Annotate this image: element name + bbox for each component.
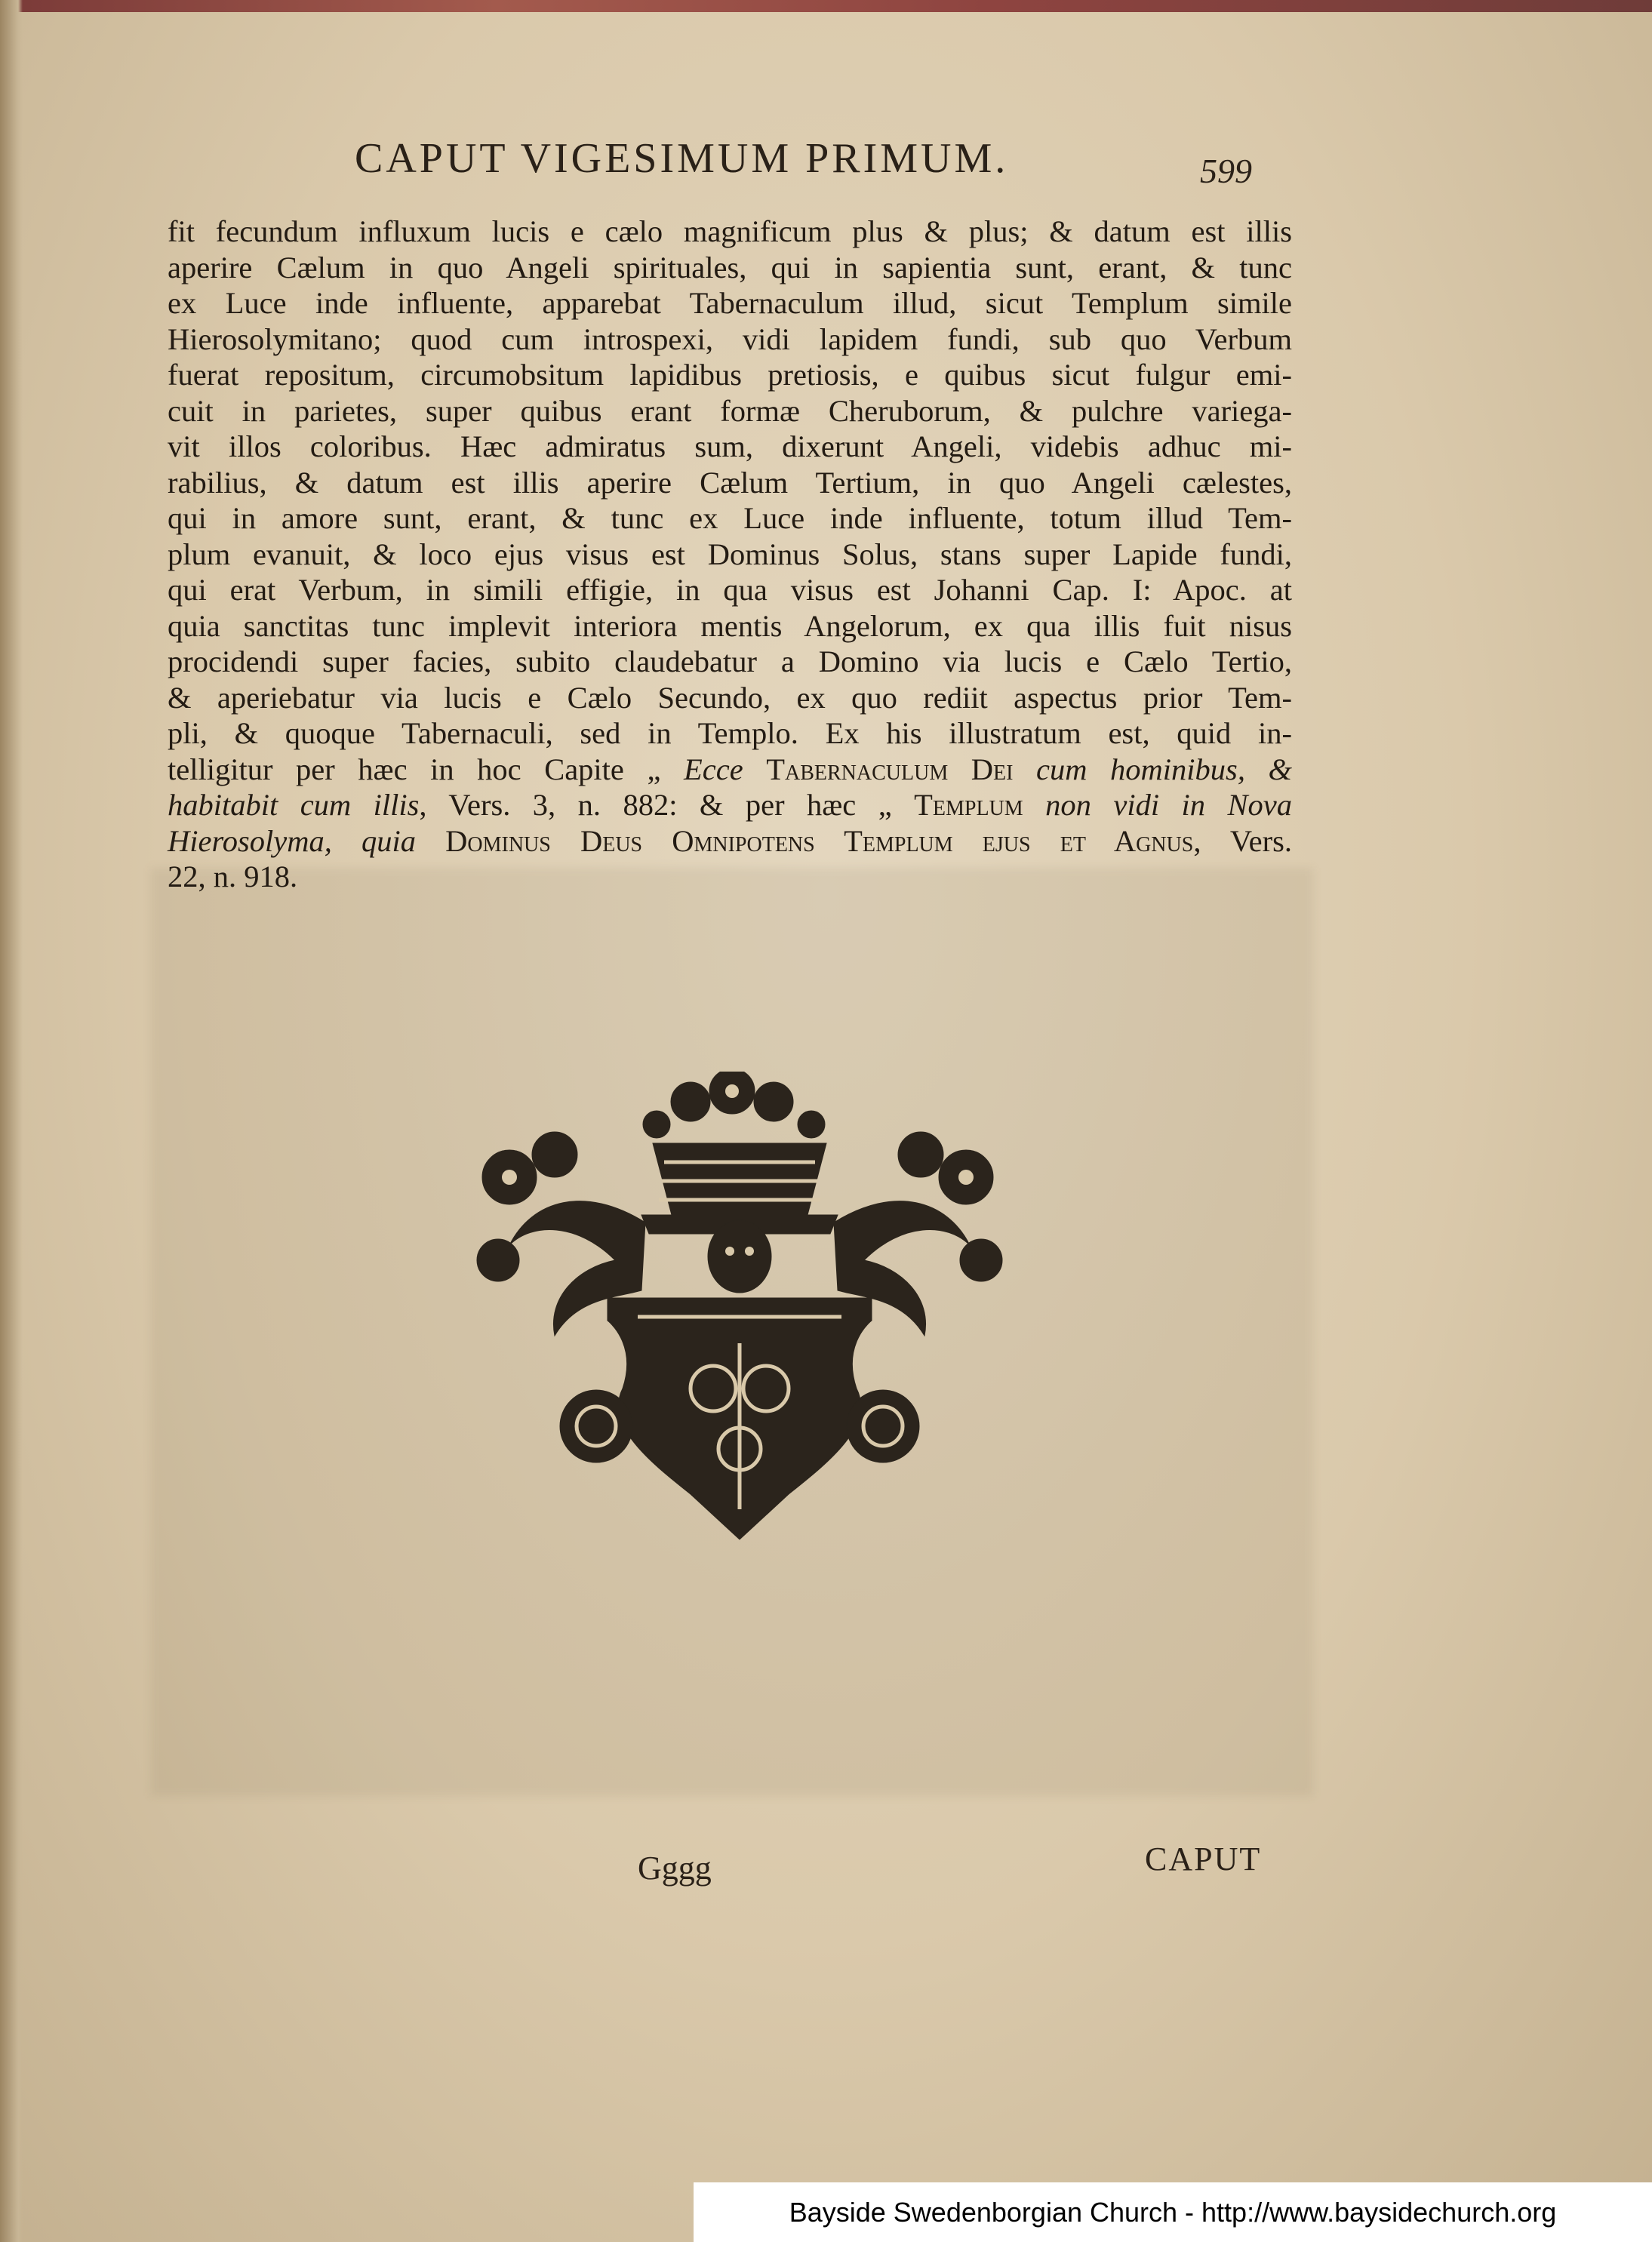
- text-line: [168, 214, 1292, 250]
- text-segment: telligitur per hæc in hoc Capite „: [168, 752, 684, 786]
- text-segment: cuit in parietes, super quibus erant formæ Cheruborum, & pulchre variega-: [168, 393, 1292, 428]
- text-line: [168, 250, 1292, 286]
- text-segment: Ecce: [684, 752, 767, 786]
- text-line: [168, 572, 1292, 608]
- text-line: [168, 644, 1292, 680]
- running-head: CAPUT VIGESIMUM PRIMUM.: [355, 135, 1009, 182]
- text-line: [168, 537, 1292, 573]
- text-segment: & aperiebatur via lucis e Cælo Secundo, ex quo rediit aspectus prior Tem-: [168, 680, 1292, 715]
- text-segment: pli, & quoque Tabernaculi, sed in Templo. Ex his illustratum est, quid in-: [168, 716, 1292, 750]
- text-segment: vit illos coloribus. Hæc admiratus sum, dixerunt Angeli, videbis adhuc mi-: [168, 429, 1292, 463]
- text-line: [168, 823, 1292, 860]
- text-line: [168, 752, 1292, 788]
- text-segment: habitabit cum illis: [168, 788, 420, 822]
- text-line: [168, 357, 1292, 393]
- text-segment: aperire Cælum in quo Angeli spirituales, qui in sapientia sunt, erant, & tunc: [168, 250, 1292, 284]
- text-segment: rabilius, & datum est illis aperire Cælum Tertium, in quo Angeli cælestes,: [168, 465, 1292, 500]
- text-line: [168, 429, 1292, 465]
- text-line: [168, 465, 1292, 501]
- text-line: [168, 680, 1292, 716]
- text-segment: plum evanuit, & loco ejus visus est Dominus Solus, stans super Lapide fundi,: [168, 537, 1292, 571]
- text-line: [168, 608, 1292, 644]
- text-line: [168, 285, 1292, 321]
- text-segment: quia sanctitas tunc implevit interiora mentis Angelorum, ex qua illis fuit nisus: [168, 608, 1292, 643]
- text-line: [168, 321, 1292, 358]
- crown-ornament: [464, 1072, 1015, 1555]
- text-line: [168, 500, 1292, 537]
- text-segment: non vidi in Nova: [1023, 788, 1292, 822]
- text-segment: Tabernaculum Dei: [766, 752, 1014, 786]
- text-segment: fit fecundum influxum lucis e cælo magnificum plus & plus; & datum est illis: [168, 214, 1292, 248]
- text-segment: cum hominibus, &: [1013, 752, 1293, 786]
- text-segment: , Vers.: [1193, 823, 1292, 858]
- page-spine-shadow: [0, 0, 23, 2242]
- text-segment: ex Luce inde influente, apparebat Tabernaculum illud, sicut Templum simile: [168, 286, 1292, 320]
- text-segment: fuerat repositum, circumobsitum lapidibus pretiosis, e quibus sicut fulgur emi-: [168, 358, 1292, 392]
- page-top-edge: [0, 0, 1652, 12]
- catchword: CAPUT: [1145, 1841, 1262, 1878]
- text-segment: procidendi super facies, subito claudebatur a Domino via lucis e Cælo Tertio,: [168, 644, 1292, 678]
- text-line: [168, 787, 1292, 823]
- signature-mark: Gggg: [638, 1850, 712, 1887]
- watermark-banner: Bayside Swedenborgian Church - http://www.baysidechurch.org: [694, 2182, 1652, 2242]
- text-segment: qui erat Verbum, in simili effigie, in qua visus est Johanni Cap. I: Apoc. at: [168, 573, 1292, 607]
- text-segment: Dominus Deus Omnipotens Templum ejus et Agnus: [445, 823, 1194, 858]
- body-text: [168, 214, 1292, 895]
- text-line: [168, 715, 1292, 752]
- text-segment: qui in amore sunt, erant, & tunc ex Luce inde influente, totum illud Tem-: [168, 501, 1292, 535]
- text-line: [168, 393, 1292, 429]
- text-segment: Hierosolyma, quia: [168, 823, 446, 858]
- page-number: 599: [1200, 152, 1252, 190]
- text-segment: Templum: [914, 788, 1023, 822]
- text-line: [168, 859, 1292, 895]
- text-segment: Hierosolymitano; quod cum introspexi, vidi lapidem fundi, sub quo Verbum: [168, 321, 1292, 356]
- text-segment: 22, n. 918.: [168, 860, 298, 893]
- text-segment: , Vers. 3, n. 882: & per hæc „: [419, 788, 915, 822]
